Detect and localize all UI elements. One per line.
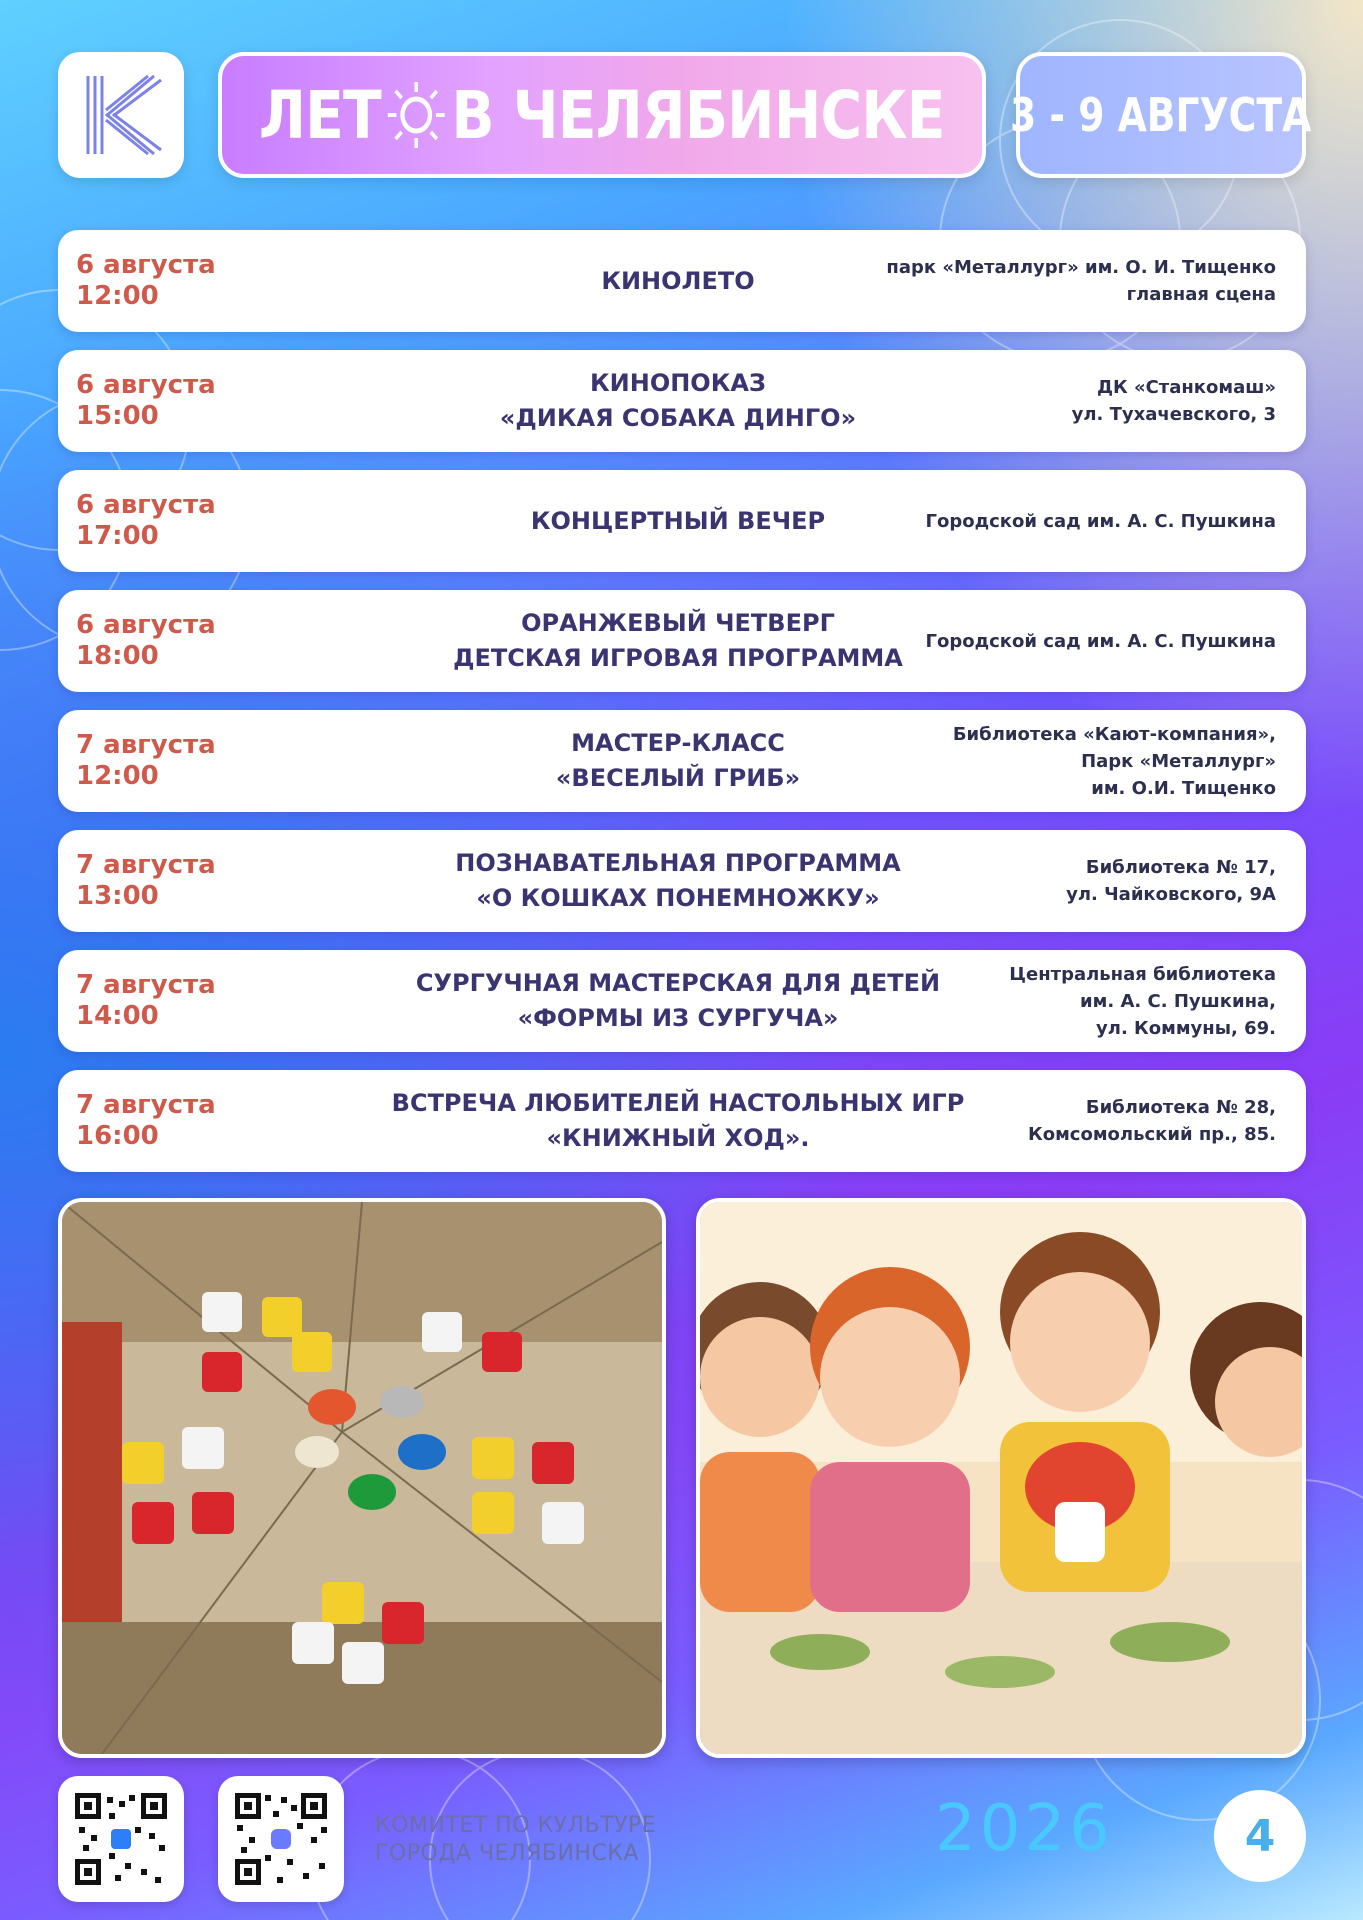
kids-craft-photo xyxy=(696,1198,1306,1758)
event-title-line: МАСТЕР-КЛАСС xyxy=(571,729,785,757)
event-time: 12:00 xyxy=(76,281,159,311)
k-logo-icon xyxy=(58,52,184,178)
event-datetime xyxy=(76,470,276,572)
title-part1: ЛЕТ xyxy=(259,76,382,154)
event-date: 6 августа xyxy=(76,610,216,640)
committee-line1: КОМИТЕТ ПО КУЛЬТУРЕ xyxy=(375,1813,657,1838)
event-date: 6 августа xyxy=(76,250,216,280)
event-venue-line: ул. Коммуны, 69. xyxy=(1096,1017,1276,1039)
date-range: 3 - 9 АВГУСТА xyxy=(1010,88,1312,142)
event-venue-line: Центральная библиотека xyxy=(1009,963,1276,985)
festival-title-banner xyxy=(218,52,986,178)
event-time: 17:00 xyxy=(76,521,159,551)
event-venue xyxy=(856,470,1276,572)
event-venue xyxy=(856,230,1276,332)
event-date: 7 августа xyxy=(76,970,216,1000)
event-title-line: «О КОШКАХ ПОНЕМНОЖКУ» xyxy=(476,884,880,912)
committee-name xyxy=(375,1812,656,1868)
event-datetime xyxy=(76,230,276,332)
event-datetime xyxy=(76,950,276,1052)
event-venue xyxy=(856,350,1276,452)
sun-icon xyxy=(386,80,446,150)
board-game-photo xyxy=(58,1198,666,1758)
event-title-line: «ДИКАЯ СОБАКА ДИНГО» xyxy=(499,404,857,432)
event-venue-line: ул. Чайковского, 9А xyxy=(1066,884,1276,905)
event-card xyxy=(58,1070,1306,1172)
event-title-line: КОНЦЕРТНЫЙ ВЕЧЕР xyxy=(530,506,826,535)
event-venue xyxy=(856,1070,1276,1172)
event-venue-line: Парк «Металлург» xyxy=(1081,750,1276,772)
event-time: 12:00 xyxy=(76,761,159,791)
event-title-line: ВСТРЕЧА ЛЮБИТЕЛЕЙ НАСТОЛЬНЫХ ИГР xyxy=(391,1089,965,1117)
event-venue-line: Городской сад им. А. С. Пушкина xyxy=(925,510,1276,532)
event-card xyxy=(58,710,1306,812)
event-card xyxy=(58,590,1306,692)
event-title-line: «КНИЖНЫЙ ХОД». xyxy=(546,1124,810,1152)
event-datetime xyxy=(76,1070,276,1172)
year: 2026 xyxy=(935,1792,1114,1866)
event-venue xyxy=(856,830,1276,932)
event-venue-line: Библиотека № 17, xyxy=(1085,857,1276,878)
event-venue-line: ул. Тухачевского, 3 xyxy=(1071,404,1276,425)
event-title-line: «ФОРМЫ ИЗ СУРГУЧА» xyxy=(517,1004,839,1032)
title-part2: В ЧЕЛЯБИНСКЕ xyxy=(451,76,945,154)
event-card xyxy=(58,350,1306,452)
date-range-badge xyxy=(1010,52,1312,178)
qr-code-max[interactable] xyxy=(218,1776,344,1902)
event-datetime xyxy=(76,350,276,452)
event-venue-line: им. А. С. Пушкина, xyxy=(1080,990,1276,1012)
event-date: 7 августа xyxy=(76,850,216,880)
event-time: 15:00 xyxy=(76,401,159,431)
event-venue-line: им. О.И. Тищенко xyxy=(1091,777,1276,799)
event-venue-line: главная сцена xyxy=(1126,284,1276,305)
event-title-line: ДЕТСКАЯ ИГРОВАЯ ПРОГРАММА xyxy=(453,644,903,672)
event-card xyxy=(58,470,1306,572)
qr-code-vk[interactable] xyxy=(58,1776,184,1902)
event-datetime xyxy=(76,830,276,932)
page-number: 4 xyxy=(1214,1790,1306,1882)
event-venue-line: ДК «Станкомаш» xyxy=(1096,377,1276,398)
event-venue-line: Библиотека «Кают-компания», xyxy=(952,723,1276,745)
event-title-line: СУРГУЧНАЯ МАСТЕРСКАЯ ДЛЯ ДЕТЕЙ xyxy=(415,969,941,997)
event-venue-line: Комсомольский пр., 85. xyxy=(1027,1124,1276,1145)
event-venue-line: Библиотека № 28, xyxy=(1085,1097,1276,1118)
event-date: 6 августа xyxy=(76,370,216,400)
event-time: 18:00 xyxy=(76,641,159,671)
event-time: 14:00 xyxy=(76,1001,159,1031)
event-card xyxy=(58,830,1306,932)
event-title-line: ОРАНЖЕВЫЙ ЧЕТВЕРГ xyxy=(521,609,835,637)
event-card xyxy=(58,950,1306,1052)
event-venue xyxy=(856,950,1276,1052)
event-venue-line: парк «Металлург» им. О. И. Тищенко xyxy=(886,257,1276,278)
event-venue-line: Городской сад им. А. С. Пушкина xyxy=(925,630,1276,652)
event-time: 16:00 xyxy=(76,1121,159,1151)
event-datetime xyxy=(76,590,276,692)
event-date: 7 августа xyxy=(76,1090,216,1120)
event-card xyxy=(58,230,1306,332)
event-datetime xyxy=(76,710,276,812)
event-date: 7 августа xyxy=(76,730,216,760)
event-date: 6 августа xyxy=(76,490,216,520)
event-title-line: КИНОЛЕТО xyxy=(601,266,755,295)
committee-line2: ГОРОДА ЧЕЛЯБИНСКА xyxy=(375,1841,639,1866)
event-title-line: КИНОПОКАЗ xyxy=(590,369,766,397)
event-title-line: «ВЕСЕЛЫЙ ГРИБ» xyxy=(555,764,801,792)
events-list xyxy=(58,230,1306,1190)
event-venue xyxy=(856,710,1276,812)
event-title-line: ПОЗНАВАТЕЛЬНАЯ ПРОГРАММА xyxy=(455,849,901,877)
event-time: 13:00 xyxy=(76,881,159,911)
event-venue xyxy=(856,590,1276,692)
